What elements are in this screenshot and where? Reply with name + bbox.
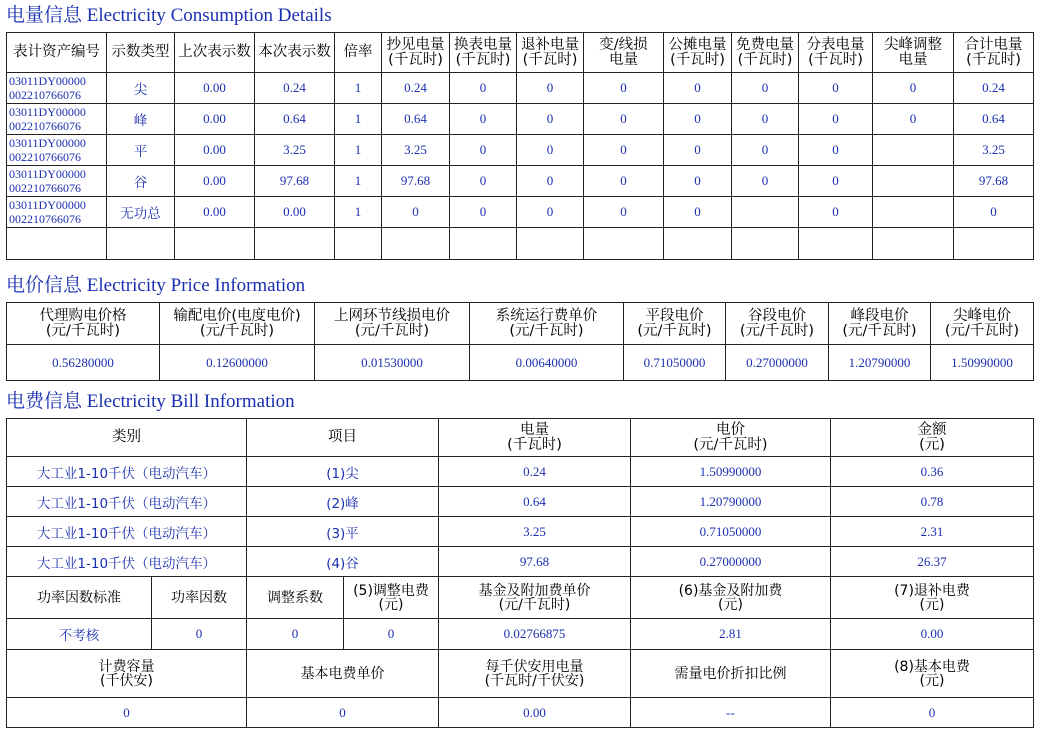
refund-fee: 0.00 [831,619,1034,650]
header-unit: (千瓦时) [966,51,1021,68]
system-operation-price: 0.00640000 [470,345,624,381]
header-unit: (元) [378,596,404,613]
header-unit: (元/千瓦时) [509,322,584,339]
header-label: 示数类型 [111,44,170,60]
bill-category: 大工业1-10千伏（电动汽车） [7,457,247,487]
read-usage: 0 [382,197,450,228]
header-unit: (元/千瓦时) [842,322,917,339]
power-factor-value-row [7,619,1034,650]
sub-meter-usage: 0 [799,166,873,197]
sharp-peak-price: 1.50990000 [931,345,1034,381]
col-header [873,33,954,73]
col-header [829,303,931,345]
col-header [664,33,732,73]
bill-table [6,418,1034,728]
header-label: 调整系数 [267,589,323,606]
free-usage: 0 [732,166,799,197]
peak-price: 1.20790000 [829,345,931,381]
meter-id-line: 002210766076 [9,212,81,226]
table-row [7,104,1034,135]
col-header [7,303,160,345]
header-unit: (元) [919,596,945,613]
shared-usage: 0 [664,73,732,104]
header-unit: (千瓦时) [808,51,863,68]
col-header [931,303,1034,345]
refund-usage: 0 [517,197,584,228]
bill-amount: 26.37 [831,547,1034,577]
line-loss-price: 0.01530000 [315,345,470,381]
empty-row [7,228,1034,260]
shared-usage: 0 [664,166,732,197]
loss-usage: 0 [584,104,664,135]
meter-id [7,197,107,228]
header-label: 换表电量 [454,36,512,53]
empty-cell [584,228,664,260]
peak-adjust-usage [873,135,954,166]
table-row [7,517,1034,547]
header-label: 变/线损 [599,36,648,53]
col-header [175,33,255,73]
col-header [831,577,1034,619]
header-label: (5)调整电费 [353,582,429,599]
total-usage: 0.64 [954,104,1034,135]
header-label: 公摊电量 [668,36,727,53]
empty-cell [799,228,873,260]
meter-id-line: 03011DY00000 [9,167,86,181]
bill-price: 1.50990000 [631,457,831,487]
header-unit: (元/千瓦时) [693,436,768,453]
flat-price: 0.71050000 [624,345,726,381]
peak-adjust-usage [873,166,954,197]
header-unit: (千伏安) [100,672,153,689]
header-label: 金额 [917,421,947,438]
total-usage: 0.24 [954,73,1034,104]
multiplier: 1 [335,104,382,135]
col-header [7,650,247,698]
empty-cell [7,228,107,260]
header-unit: (元/千瓦时) [944,322,1020,339]
header-label: (7)退补电费 [894,582,970,599]
curr-reading: 0.24 [255,73,335,104]
header-unit: 电量 [898,51,928,68]
bill-category: 大工业1-10千伏（电动汽车） [7,487,247,517]
prev-reading: 0.00 [175,197,255,228]
usage-per-kva: 0.00 [439,698,631,728]
header-unit: (元) [718,596,743,613]
refund-usage: 0 [517,135,584,166]
reading-type: 平 [107,135,175,166]
header-unit: (千瓦时) [670,51,725,68]
header-label: 免费电量 [736,36,794,53]
read-usage: 0.24 [382,73,450,104]
prev-reading: 0.00 [175,166,255,197]
meter-id-line: 002210766076 [9,88,81,102]
read-usage: 97.68 [382,166,450,197]
empty-cell [255,228,335,260]
header-label: 电价 [716,421,745,438]
header-unit: (元/千瓦时) [354,322,430,339]
header-label: (6)基金及附加费 [678,582,783,599]
header-unit: (元/千瓦时) [45,322,121,339]
sub-meter-usage: 0 [799,197,873,228]
capacity-value-row [7,698,1034,728]
curr-reading: 0.64 [255,104,335,135]
empty-cell [664,228,732,260]
col-header [831,419,1034,457]
col-header [799,33,873,73]
header-unit: (千瓦时/千伏安) [484,672,585,689]
col-header [160,303,315,345]
meter-id-line: 03011DY00000 [9,74,86,88]
header-label: 功率因数 [171,589,227,606]
bill-price: 1.20790000 [631,487,831,517]
consumption-table [6,32,1034,260]
header-unit: (千瓦时) [737,51,793,68]
header-label: 类别 [112,429,141,445]
reading-type: 峰 [107,104,175,135]
header-label: 上次表示数 [178,44,251,60]
empty-cell [382,228,450,260]
table-row [7,547,1034,577]
peak-adjust-usage: 0 [873,104,954,135]
total-usage: 97.68 [954,166,1034,197]
header-label: 谷段电价 [748,307,806,324]
peak-adjust-usage [873,197,954,228]
col-header [517,33,584,73]
prev-reading: 0.00 [175,104,255,135]
price-header-row [7,303,1034,345]
col-header [7,419,247,457]
col-header [631,650,831,698]
reading-type: 尖 [107,73,175,104]
shared-usage: 0 [664,135,732,166]
col-header [7,33,107,73]
total-usage: 0 [954,197,1034,228]
swap-usage: 0 [450,73,517,104]
col-header [7,577,152,619]
col-header [584,33,664,73]
col-header [315,303,470,345]
multiplier: 1 [335,135,382,166]
header-label: 分表电量 [806,36,865,53]
col-header [439,577,631,619]
multiplier: 1 [335,197,382,228]
table-row [7,166,1034,197]
price-table [6,302,1034,381]
loss-usage: 0 [584,73,664,104]
meter-id [7,104,107,135]
loss-usage: 0 [584,197,664,228]
col-header [255,33,335,73]
refund-usage: 0 [517,104,584,135]
header-unit: (元) [919,672,945,689]
reading-type: 谷 [107,166,175,197]
col-header [152,577,247,619]
header-unit: (元/千瓦时) [498,596,571,613]
curr-reading: 0.00 [255,197,335,228]
free-usage: 0 [732,135,799,166]
empty-cell [873,228,954,260]
header-unit: (千瓦时) [455,51,511,68]
swap-usage: 0 [450,197,517,228]
empty-cell [517,228,584,260]
bill-item: (1)尖 [247,457,439,487]
header-label: 功率因数标准 [37,589,121,606]
col-header [247,577,344,619]
refund-usage: 0 [517,73,584,104]
bill-category: 大工业1-10千伏（电动汽车） [7,547,247,577]
bill-amount: 0.78 [831,487,1034,517]
loss-usage: 0 [584,135,664,166]
bill-amount: 2.31 [831,517,1034,547]
bill-price: 0.71050000 [631,517,831,547]
bill-item: (3)平 [247,517,439,547]
header-label: 基金及附加费单价 [478,582,591,599]
header-unit: (元/千瓦时) [739,322,815,339]
sub-meter-usage: 0 [799,135,873,166]
swap-usage: 0 [450,104,517,135]
shared-usage: 0 [664,104,732,135]
refund-usage: 0 [517,166,584,197]
bill-quantity: 97.68 [439,547,631,577]
free-usage: 0 [732,73,799,104]
empty-cell [107,228,175,260]
meter-id-line: 002210766076 [9,150,81,164]
header-label: 基本电费单价 [300,665,385,682]
price-section-title: 电价信息 Electricity Price Information [6,275,306,296]
header-label: 抄见电量 [386,36,445,53]
multiplier: 1 [335,166,382,197]
header-label: 倍率 [343,44,373,60]
col-header [247,419,439,457]
basic-fee: 0 [831,698,1034,728]
meter-id-line: 002210766076 [9,119,81,133]
table-row [7,487,1034,517]
price-value-row [7,345,1034,381]
col-header [624,303,726,345]
col-header [954,33,1034,73]
multiplier: 1 [335,73,382,104]
empty-cell [450,228,517,260]
bill-item: (2)峰 [247,487,439,517]
read-usage: 3.25 [382,135,450,166]
prev-reading: 0.00 [175,135,255,166]
header-label: 上网环节线损电价 [334,307,450,324]
reading-type: 无功总 [107,197,175,228]
header-label: 退补电量 [521,36,579,53]
meter-id-line: 03011DY00000 [9,136,86,150]
free-usage [732,197,799,228]
header-label: 表计资产编号 [13,44,100,60]
power-factor: 0 [152,619,247,650]
header-unit: (千瓦时) [388,51,443,68]
col-header [631,577,831,619]
prev-reading: 0.00 [175,73,255,104]
swap-usage: 0 [450,135,517,166]
header-label: (8)基本电费 [894,658,970,675]
col-header [450,33,517,73]
read-usage: 0.64 [382,104,450,135]
col-header [247,650,439,698]
table-row [7,457,1034,487]
fund-surcharge-price: 0.02766875 [439,619,631,650]
header-label: 合计电量 [964,36,1023,53]
power-factor-standard: 不考核 [7,619,152,650]
bill-section-title: 电费信息 Electricity Bill Information [6,391,295,412]
basic-fee-price: 0 [247,698,439,728]
bill-quantity: 0.24 [439,457,631,487]
header-label: 本次表示数 [258,44,331,60]
header-unit: (千瓦时) [522,51,578,68]
header-label: 尖峰电价 [953,307,1011,324]
col-header [107,33,175,73]
header-label: 峰段电价 [850,307,909,324]
meter-id-line: 03011DY00000 [9,105,86,119]
col-header [344,577,439,619]
fund-surcharge-fee: 2.81 [631,619,831,650]
table-row [7,197,1034,228]
header-label: 尖峰调整 [884,36,942,53]
empty-cell [732,228,799,260]
header-label: 系统运行费单价 [495,307,598,324]
curr-reading: 3.25 [255,135,335,166]
header-label: 代理购电价格 [39,307,127,324]
empty-cell [175,228,255,260]
shared-usage: 0 [664,197,732,228]
header-unit: (元/千瓦时) [199,322,275,339]
header-unit: (千瓦时) [507,436,562,453]
sub-meter-usage: 0 [799,73,873,104]
bill-amount: 0.36 [831,457,1034,487]
adjust-coefficient: 0 [247,619,344,650]
empty-cell [335,228,382,260]
bill-item: (4)谷 [247,547,439,577]
consumption-section-title: 电量信息 Electricity Consumption Details [6,5,332,26]
loss-usage: 0 [584,166,664,197]
meter-id [7,166,107,197]
capacity-header-row [7,650,1034,698]
sub-meter-usage: 0 [799,104,873,135]
power-factor-header-row [7,577,1034,619]
free-usage: 0 [732,104,799,135]
header-unit: (元) [919,436,945,453]
bill-quantity: 3.25 [439,517,631,547]
valley-price: 0.27000000 [726,345,829,381]
header-label: 平段电价 [645,307,704,324]
adjust-fee: 0 [344,619,439,650]
col-header [335,33,382,73]
header-label: 输配电价(电度电价) [173,307,301,324]
header-label: 需量电价折扣比例 [674,665,787,682]
col-header [831,650,1034,698]
header-label: 电量 [520,421,549,438]
transmission-price: 0.12600000 [160,345,315,381]
header-unit: 电量 [609,51,638,68]
col-header [631,419,831,457]
table-row [7,135,1034,166]
col-header [726,303,829,345]
curr-reading: 97.68 [255,166,335,197]
col-header [470,303,624,345]
total-usage: 3.25 [954,135,1034,166]
meter-id-line: 03011DY00000 [9,198,86,212]
bill-header-row [7,419,1034,457]
col-header [439,650,631,698]
swap-usage: 0 [450,166,517,197]
peak-adjust-usage: 0 [873,73,954,104]
col-header [439,419,631,457]
header-label: 计费容量 [98,658,155,675]
empty-cell [954,228,1034,260]
consumption-header-row [7,33,1034,73]
header-unit: (元/千瓦时) [637,322,712,339]
meter-id [7,135,107,166]
bill-price: 0.27000000 [631,547,831,577]
meter-id-line: 002210766076 [9,181,81,195]
meter-id [7,73,107,104]
header-label: 每千伏安用电量 [485,658,584,675]
billing-capacity: 0 [7,698,247,728]
bill-quantity: 0.64 [439,487,631,517]
demand-discount-ratio: -- [631,698,831,728]
col-header [732,33,799,73]
agent-purchase-price: 0.56280000 [7,345,160,381]
bill-category: 大工业1-10千伏（电动汽车） [7,517,247,547]
header-label: 项目 [328,429,357,445]
table-row [7,73,1034,104]
col-header [382,33,450,73]
